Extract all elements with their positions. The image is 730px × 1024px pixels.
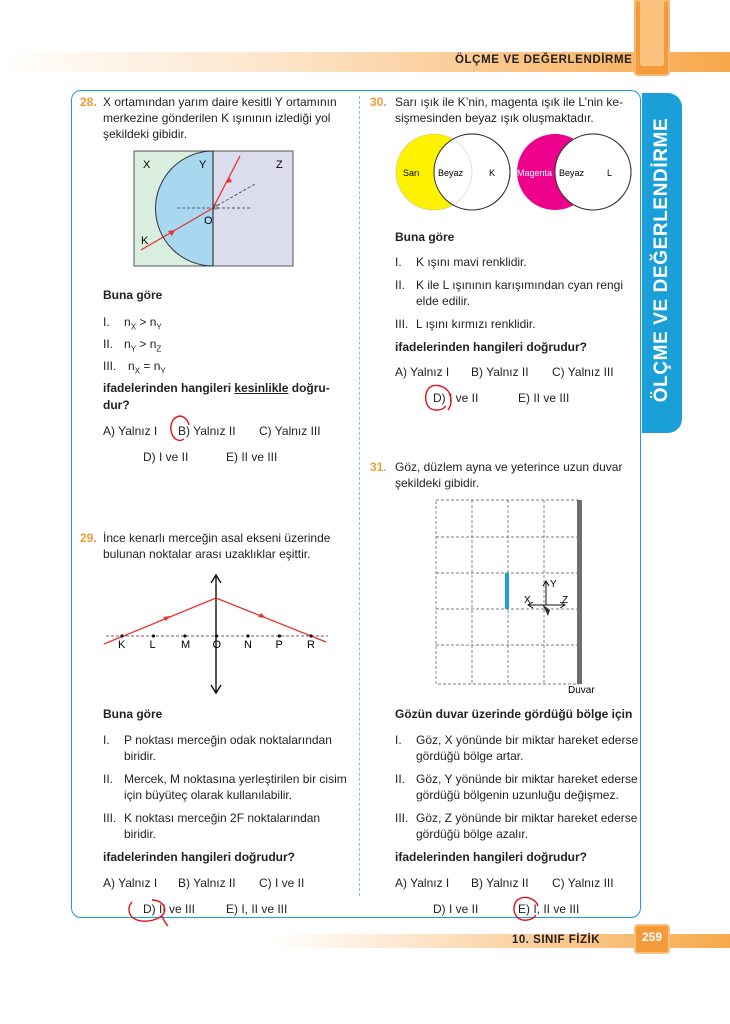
axis-point-label: L	[149, 639, 156, 651]
q28-item	[103, 314, 162, 332]
item-line: K noktası merceğin 2F noktalarından	[124, 811, 321, 825]
axis-point-label: P	[275, 639, 283, 651]
q31-text-line: Göz, düzlem ayna ve yeterince uzun duvar	[395, 460, 623, 474]
q29-item	[103, 732, 332, 763]
q30-option-b[interactable]: B) Yalnız II	[471, 365, 529, 379]
q28-text	[103, 94, 337, 142]
roman-numeral: II.	[103, 772, 114, 786]
axis-point-label: R	[307, 639, 315, 651]
q28-option-e[interactable]: E) II ve III	[226, 450, 278, 464]
item-line: gördüğü bölge azalır.	[416, 827, 529, 841]
q31-number: 31.	[370, 460, 387, 474]
q28-item	[103, 358, 166, 376]
axis-point-dot	[215, 634, 218, 637]
label-o: O	[204, 215, 213, 227]
outgoing-ray	[216, 598, 326, 642]
label-beyaz: Beyaz	[559, 168, 585, 178]
item-expression: $n_X > n_Y$	[124, 315, 162, 332]
q30-number: 30.	[370, 95, 387, 109]
q28-text-line: merkezine gönderilen K ışınının izlediği yol	[103, 111, 331, 125]
label-x: X	[524, 595, 531, 606]
q30-option-e[interactable]: E) II ve III	[518, 391, 570, 405]
label-k: K	[141, 235, 149, 247]
axis-point-label: N	[244, 639, 252, 651]
item-line: biridir.	[124, 827, 157, 841]
item-line: Göz, Y yönünde bir miktar hareket ederse	[416, 772, 638, 786]
item-line: elde edilir.	[416, 294, 471, 308]
q30-item	[395, 316, 536, 332]
q31-option-e[interactable]: E) I, II ve III	[518, 902, 580, 916]
q28-option-a[interactable]: A) Yalnız I	[103, 424, 158, 438]
q31-item	[395, 732, 639, 763]
item-line: Göz, Z yönünde bir miktar hareket ederse	[416, 811, 638, 825]
roman-numeral: II.	[103, 337, 114, 351]
roman-numeral: I.	[395, 255, 402, 269]
footer-course: 10. SINIF FİZİK	[512, 934, 601, 946]
roman-numeral: III.	[395, 317, 409, 331]
roman-numeral: III.	[103, 359, 117, 373]
answer-mark-q29	[124, 894, 172, 928]
label-z: Z	[562, 595, 569, 606]
plane-mirror	[505, 573, 509, 609]
item-line: gördüğü bölgenin uzunluğu değişmez.	[416, 788, 619, 802]
q29-number: 29.	[80, 531, 97, 545]
answer-mark-q30	[418, 382, 458, 414]
q30-text-line: Sarı ışık ile K’nin, magenta ışık ile L’nin ke-	[395, 95, 624, 109]
roman-numeral: II.	[395, 772, 406, 786]
ray-arrow	[163, 616, 170, 621]
axis-point-dot	[246, 634, 249, 637]
q30-question: ifadelerinden hangileri doğrudur?	[395, 340, 588, 354]
label-beyaz: Beyaz	[438, 168, 464, 178]
axis-point-label: K	[118, 639, 126, 651]
item-line: P noktası merceğin odak noktalarından	[124, 733, 332, 747]
q29-option-b[interactable]: B) Yalnız II	[178, 876, 236, 890]
item-expression: $n_X = n_Y$	[128, 359, 166, 376]
wall	[577, 500, 582, 684]
q31-item	[395, 810, 638, 841]
label-sari: Sarı	[403, 168, 420, 178]
header-title: ÖLÇME VE DEĞERLENDİRME	[455, 54, 633, 66]
answer-mark-q28	[166, 413, 196, 445]
axis-point-label: O	[212, 639, 222, 651]
q31-text	[395, 459, 622, 491]
side-section-title: ÖLÇME VE DEĞERLENDİRME	[651, 117, 672, 403]
q28-question-part: ifadelerinden hangileri	[103, 381, 235, 395]
item-line: biridir.	[124, 749, 157, 763]
incoming-ray	[104, 598, 216, 644]
q31-option-b[interactable]: B) Yalnız II	[471, 876, 529, 890]
q29-lead: Buna göre	[103, 707, 163, 721]
q29-item	[103, 771, 347, 802]
label-k: K	[489, 168, 496, 178]
q29-option-e[interactable]: E) I, II ve III	[226, 902, 288, 916]
item-line: Göz, X yönünde bir miktar hareket ederse	[416, 733, 639, 747]
roman-numeral: I.	[103, 733, 110, 747]
roman-numeral: I.	[103, 315, 110, 329]
q30-option-d[interactable]: D) I ve II	[433, 391, 479, 405]
q31-option-d[interactable]: D) I ve II	[433, 902, 479, 916]
q28-option-d[interactable]: D) I ve II	[143, 450, 189, 464]
q31-option-a[interactable]: A) Yalnız I	[395, 876, 450, 890]
item-line: gördüğü bölge artar.	[416, 749, 524, 763]
ray-arrow	[258, 613, 266, 618]
axis-point-dot	[183, 634, 186, 637]
q30-item	[395, 277, 623, 308]
q31-lead: Gözün duvar üzerinde gördüğü bölge için	[395, 707, 633, 721]
q30-color-mixing-figure	[393, 130, 635, 216]
q28-question-part: doğru-	[288, 381, 330, 395]
q31-option-c[interactable]: C) Yalnız III	[552, 876, 614, 890]
q29-question: ifadelerinden hangileri doğrudur?	[103, 850, 296, 864]
q30-text	[395, 94, 623, 126]
roman-numeral: III.	[103, 811, 117, 825]
axis-point-label: M	[181, 639, 191, 651]
label-wall: Duvar	[568, 685, 595, 696]
q28-option-c[interactable]: C) Yalnız III	[259, 424, 321, 438]
label-x: X	[143, 159, 151, 171]
item-line: için büyüteç olarak kullanılabilir.	[124, 788, 293, 802]
item-line: Mercek, M noktasına yerleştirilen bir cisim	[124, 772, 347, 786]
q30-option-a[interactable]: A) Yalnız I	[395, 365, 450, 379]
q29-text-line: bulunan noktalar arası uzaklıklar eşittir.	[103, 547, 311, 561]
label-l: L	[607, 168, 613, 178]
item-line: L ışını kırmızı renklidir.	[416, 317, 536, 331]
q28-text-line: X ortamından yarım daire kesitli Y ortamının	[103, 95, 337, 109]
page-number: 259	[641, 930, 663, 944]
q28-item	[103, 336, 162, 354]
q29-text-line: İnce kenarlı merceğin asal ekseni üzerinde	[103, 531, 331, 545]
corner-tab-inner	[640, 0, 664, 66]
roman-numeral: III.	[395, 811, 409, 825]
axis-point-dot	[152, 634, 155, 637]
q29-lens-figure	[100, 570, 332, 696]
q28-question	[103, 380, 330, 414]
q28-refraction-figure	[133, 150, 295, 268]
q28-number: 28.	[80, 95, 97, 109]
q29-option-d[interactable]: D) II ve III	[143, 902, 196, 916]
roman-numeral: I.	[395, 733, 402, 747]
label-y: Y	[550, 579, 557, 590]
q31-text-line: şekildeki gibidir.	[395, 476, 480, 490]
axis-point-dot	[309, 634, 312, 637]
q30-lead: Buna göre	[395, 230, 455, 244]
q28-text-line: şekildeki gibidir.	[103, 127, 188, 141]
q28-lead: Buna göre	[103, 288, 163, 302]
q31-item	[395, 771, 638, 802]
roman-numeral: II.	[395, 278, 406, 292]
item-line: K ışını mavi renklidir.	[416, 255, 527, 269]
q30-item	[395, 254, 527, 270]
q29-option-a[interactable]: A) Yalnız I	[103, 876, 158, 890]
label-magenta: Magenta	[517, 168, 553, 178]
eye-icon	[542, 604, 550, 616]
q31-question: ifadelerinden hangileri doğrudur?	[395, 850, 588, 864]
axis-point-dot	[120, 634, 123, 637]
label-z: Z	[276, 159, 283, 171]
q29-text	[103, 530, 330, 562]
q28-question-part: dur?	[103, 398, 130, 412]
q29-item	[103, 810, 321, 841]
answer-mark-q31	[508, 894, 548, 924]
q28-question-emphasis: kesinlikle	[234, 381, 289, 395]
q30-text-line: sişmesinden beyaz ışık oluşmaktadır.	[395, 111, 594, 125]
axis-point-dot	[278, 634, 281, 637]
label-y: Y	[199, 159, 207, 171]
q28-option-b[interactable]: B) Yalnız II	[178, 424, 236, 438]
q29-option-c[interactable]: C) I ve II	[259, 876, 305, 890]
q30-option-c[interactable]: C) Yalnız III	[552, 365, 614, 379]
item-expression: $n_Y > n_Z$	[124, 337, 162, 354]
item-line: K ile L ışınının karışımından cyan rengi	[416, 278, 623, 292]
axes	[528, 581, 565, 608]
q31-mirror-grid-figure	[434, 498, 604, 698]
